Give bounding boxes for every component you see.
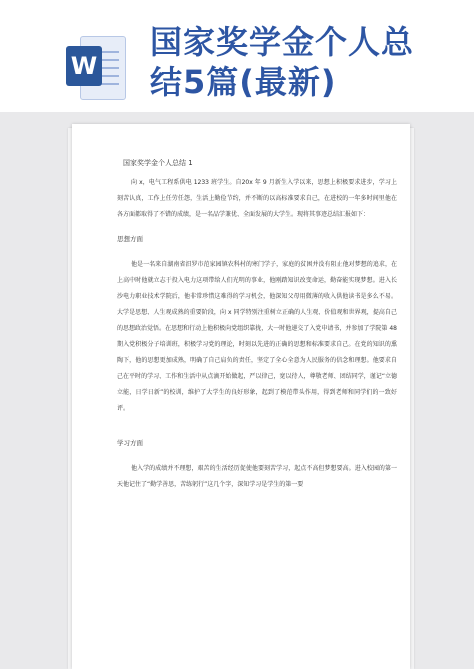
- document-page: [72, 124, 410, 669]
- paragraph-intro: 向 x，电气工程系供电 1233 班学生。自20x 年 9 月新生入学以来，思想上积极要求进步，学习上刻苦认真，工作上任劳任怨，生活上勤俭节约，并不断的以高标准要求自己，在进校的一年多时间里他在各方面都取得了不错的成绩，是一名品学兼优、全面发展的大学生。现将其事迹总结汇报如下：: [117, 179, 397, 218]
- title-line-1: 国家奖学金个人总: [150, 23, 415, 61]
- title-line-2: 结5篇(最新): [150, 63, 337, 101]
- header: [0, 0, 474, 112]
- paragraph-study: 他入学的成绩并不理想，艰苦的生活经历促使他要刻苦学习，起点不高但梦想要高。进入校园的第一天他记住了“勤学善思，苦练躬行”这几个字，深知学习是学生的第一要: [117, 465, 397, 488]
- section-heading-thought: 思想方面: [117, 235, 143, 243]
- page-title: [150, 22, 470, 102]
- word-badge: W: [66, 46, 102, 86]
- document-content: [117, 158, 397, 493]
- section-heading-study: 学习方面: [117, 439, 143, 447]
- word-document-icon: [58, 36, 130, 100]
- document-title: 国家奖学金个人总结 1: [123, 159, 193, 167]
- paragraph-thought: 他是一名来自湖南省汨罗市范家园镇农科村的寒门学子，家庭的贫困并没有阻止他对梦想的追求，在上高中时他就立志于投入电力这项带给人们光明的事业，他刚踏知识改变命运，勤奋能实现梦想。进入长沙电力职业技术学院后，他非常珍惜这难得的学习机会，他深知父母用微薄的收入供他读书是多么不易。大学是思想、人生观成熟的重要阶段，向 x 同学特别注重树立正确的人生观、价值观和世界观，提高自己的思想政治觉悟。在思想和行动上他积极向党组织靠拢，大一时他递交了入党申请书，并参加了学院第 48 期入党积极分子培训班，积极学习党的理论，时刻以先进的正确的思想和标准要求自己。在党的知识的熏陶下，他的思想更加成熟，明确了自己肩负的责任，坚定了全心全意为人民服务的信念和理想。他要求自己在平时的学习、工作和生活中从点滴开始做起，严以律己，宽以待人，尊敬老师、团结同学，谨记“立德立能，日学日新”的校训，维护了大学生的良好形象，起到了模范带头作用，得到老师和同学们的一致好评。: [117, 261, 397, 412]
